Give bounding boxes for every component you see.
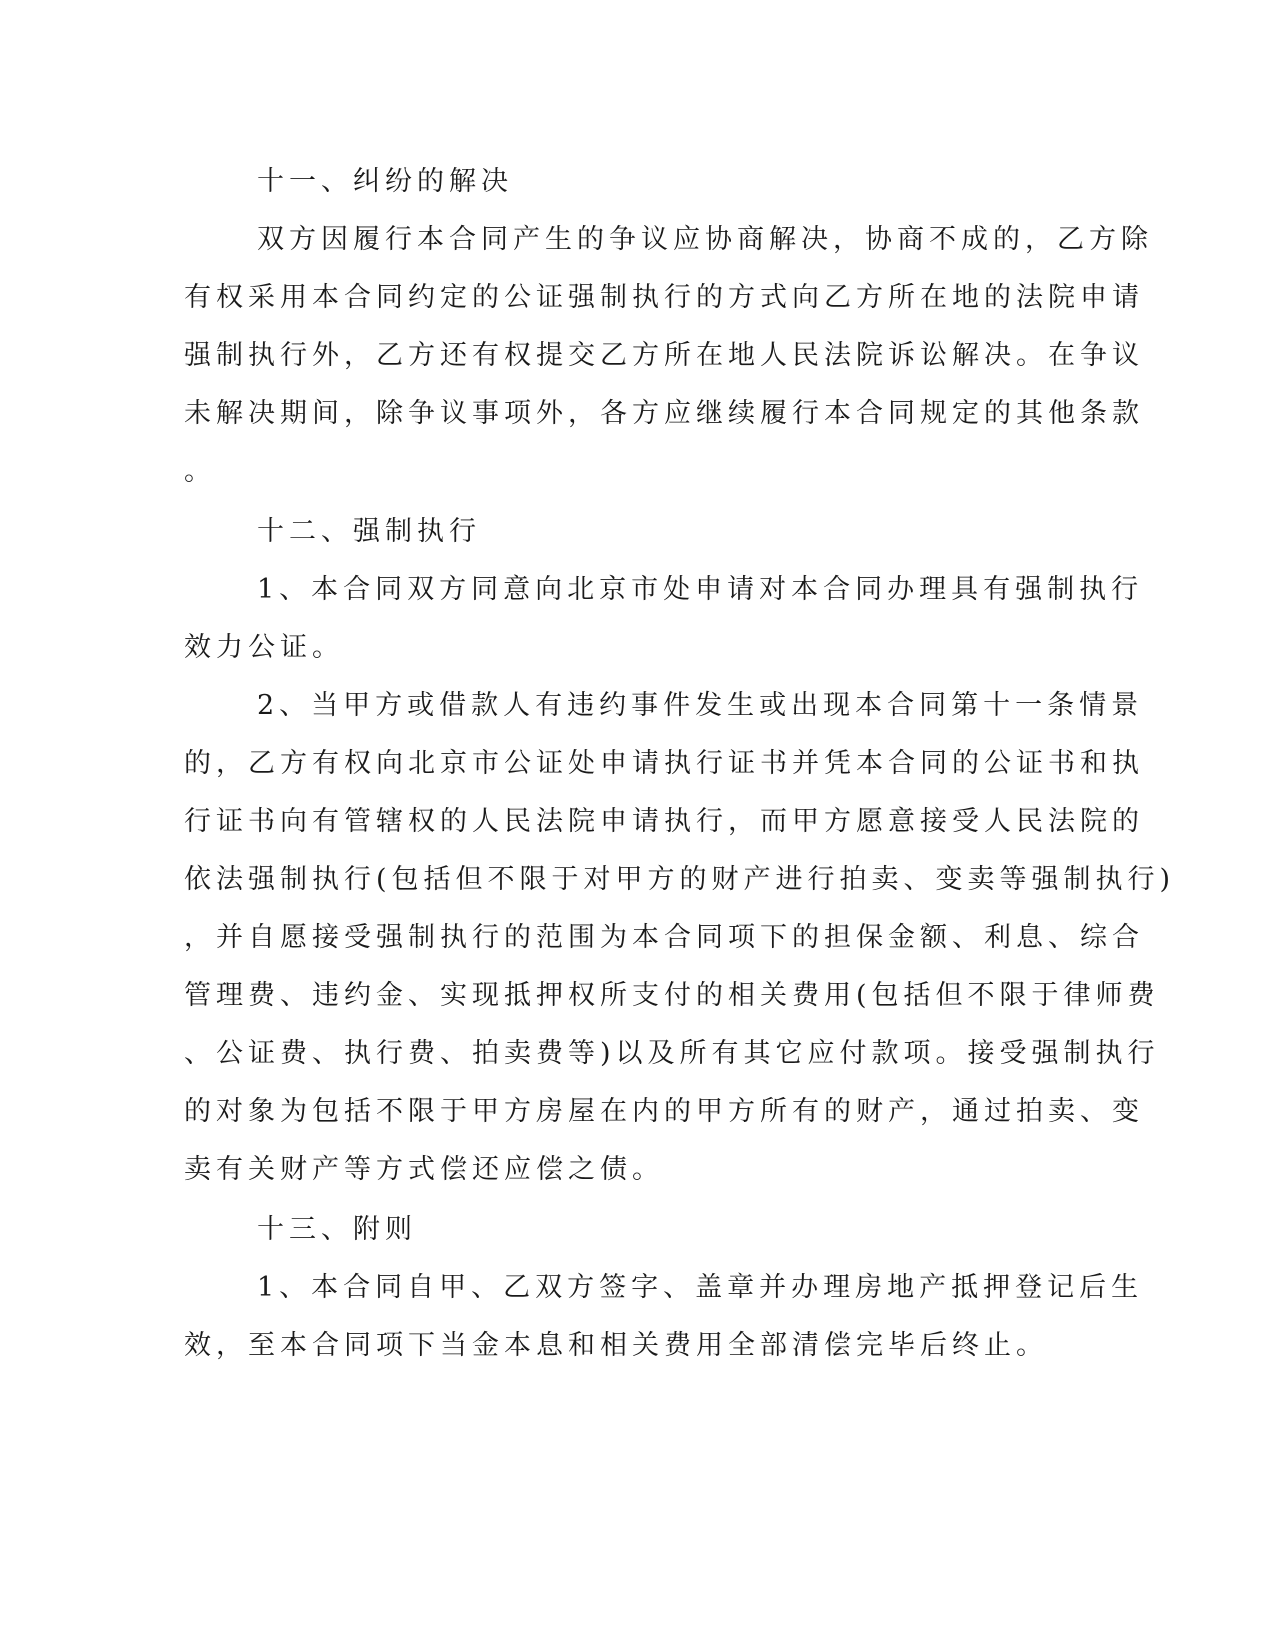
section-heading-11: 十一、纠纷的解决 — [257, 166, 513, 197]
paragraph-line: 、公证费、执行费、拍卖费等)以及所有其它应付款项。接受强制执行 — [184, 1038, 1160, 1069]
paragraph-line: 1、本合同自甲、乙双方签字、盖章并办理房地产抵押登记后生 — [257, 1272, 1144, 1303]
paragraph-line: 效力公证。 — [184, 632, 344, 663]
paragraph-line: 有权采用本合同约定的公证强制执行的方式向乙方所在地的法院申请 — [184, 282, 1144, 313]
paragraph-line: 双方因履行本合同产生的争议应协商解决，协商不成的，乙方除 — [257, 224, 1153, 255]
paragraph-line: 依法强制执行(包括但不限于对甲方的财产进行拍卖、变卖等强制执行) — [184, 864, 1176, 895]
paragraph-line: ，并自愿接受强制执行的范围为本合同项下的担保金额、利息、综合 — [184, 922, 1144, 953]
paragraph-line: 行证书向有管辖权的人民法院申请执行，而甲方愿意接受人民法院的 — [184, 806, 1144, 837]
paragraph-line: 卖有关财产等方式偿还应偿之债。 — [184, 1154, 664, 1185]
paragraph-line: 2、当甲方或借款人有违约事件发生或出现本合同第十一条情景 — [257, 690, 1144, 721]
section-heading-12: 十二、强制执行 — [257, 516, 481, 547]
paragraph-line: 管理费、违约金、实现抵押权所支付的相关费用(包括但不限于律师费 — [184, 980, 1160, 1011]
paragraph-line: 强制执行外，乙方还有权提交乙方所在地人民法院诉讼解决。在争议 — [184, 340, 1144, 371]
paragraph-line: 。 — [184, 456, 216, 487]
section-heading-13: 十三、附则 — [257, 1214, 417, 1245]
paragraph-line: 的对象为包括不限于甲方房屋在内的甲方所有的财产，通过拍卖、变 — [184, 1096, 1144, 1127]
paragraph-line: 1、本合同双方同意向北京市处申请对本合同办理具有强制执行 — [257, 574, 1144, 605]
paragraph-line: 效，至本合同项下当金本息和相关费用全部清偿完毕后终止。 — [184, 1330, 1048, 1361]
paragraph-line: 的，乙方有权向北京市公证处申请执行证书并凭本合同的公证书和执 — [184, 748, 1144, 779]
paragraph-line: 未解决期间，除争议事项外，各方应继续履行本合同规定的其他条款 — [184, 398, 1144, 429]
